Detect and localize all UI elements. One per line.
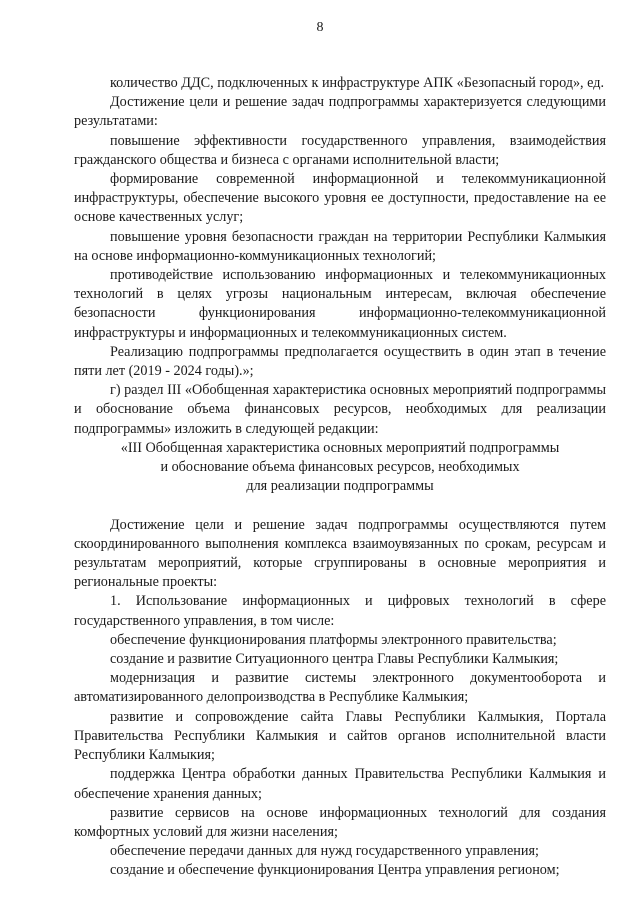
paragraph: количество ДДС, подключенных к инфраструктуре АПК «Безопасный город», ед. [110, 75, 605, 91]
list-item: создание и обеспечение функционирования Центра управления регионом; [110, 862, 560, 879]
section-heading-line: и обоснование объема финансовых ресурсов, необходимых [160, 459, 520, 476]
list-item: модернизация и развитие системы электронного документооборота и автоматизированного делопроизводства в Республике Калмыкия; [74, 670, 606, 706]
list-item: развитие сервисов на основе информационных технологий для создания комфортных условий для жизни населения; [74, 804, 606, 840]
paragraph: противодействие использованию информационных и телекоммуникационных технологий в целях угрозы национальным интересам, включая обеспечение безопасности функционирования информационно-телекоммуникационной инфраструктуры и информационных и телекоммуникационных систем. [74, 267, 606, 341]
list-item: создание и развитие Ситуационного центра Главы Республики Калмыкия; [110, 651, 559, 668]
list-item: обеспечение передачи данных для нужд государственного управления; [110, 843, 539, 860]
blank-line [74, 496, 606, 515]
section-heading-line: для реализации подпрограммы [246, 478, 434, 495]
paragraph: формирование современной информационной и телекоммуникационной инфраструктуры, обеспечение высокого уровня ее доступности, предоставление на ее основе качественных услуг; [74, 171, 606, 226]
paragraph: 1. Использование информационных и цифровых технологий в сфере государственного управления, в том числе: [74, 593, 606, 629]
section-heading [74, 439, 606, 497]
paragraph: Достижение цели и решение задач подпрограммы осуществляются путем скоординированного выполнения комплекса взаимоувязанных по срокам, ресурсам и результатам мероприятий, которые сгруппированы в основные мероприятия и региональные проекты: [74, 516, 606, 591]
page-number: 8 [316, 20, 324, 35]
paragraph: Достижение цели и решение задач подпрограммы характеризуется следующими результатами: [74, 94, 606, 130]
list-item: развитие и сопровождение сайта Главы Республики Калмыкия, Портала Правительства Республики Калмыкия и сайтов органов исполнительной власти Республики Калмыкия; [74, 708, 606, 764]
paragraph: Реализацию подпрограммы предполагается осуществить в один этап в течение пяти лет (2019 - 2024 годы).»; [74, 343, 606, 380]
paragraph: повышение уровня безопасности граждан на территории Республики Калмыкия на основе информационно-коммуникационных технологий; [74, 228, 606, 264]
paragraph: повышение эффективности государственного управления, взаимодействия гражданского общества и бизнеса с органами исполнительной власти; [74, 132, 606, 168]
document-body [74, 74, 606, 881]
paragraph: г) раздел III «Обобщенная характеристика основных мероприятий подпрограммы и обоснование объема финансовых ресурсов, необходимых для реализации подпрограммы» изложить в следующей редакции: [74, 382, 606, 437]
list-item: поддержка Центра обработки данных Правительства Республики Калмыкия и обеспечение хранения данных; [74, 766, 606, 802]
section-heading-line: «III Обобщенная характеристика основных мероприятий подпрограммы [120, 439, 560, 456]
list-item: обеспечение функционирования платформы электронного правительства; [110, 631, 557, 648]
